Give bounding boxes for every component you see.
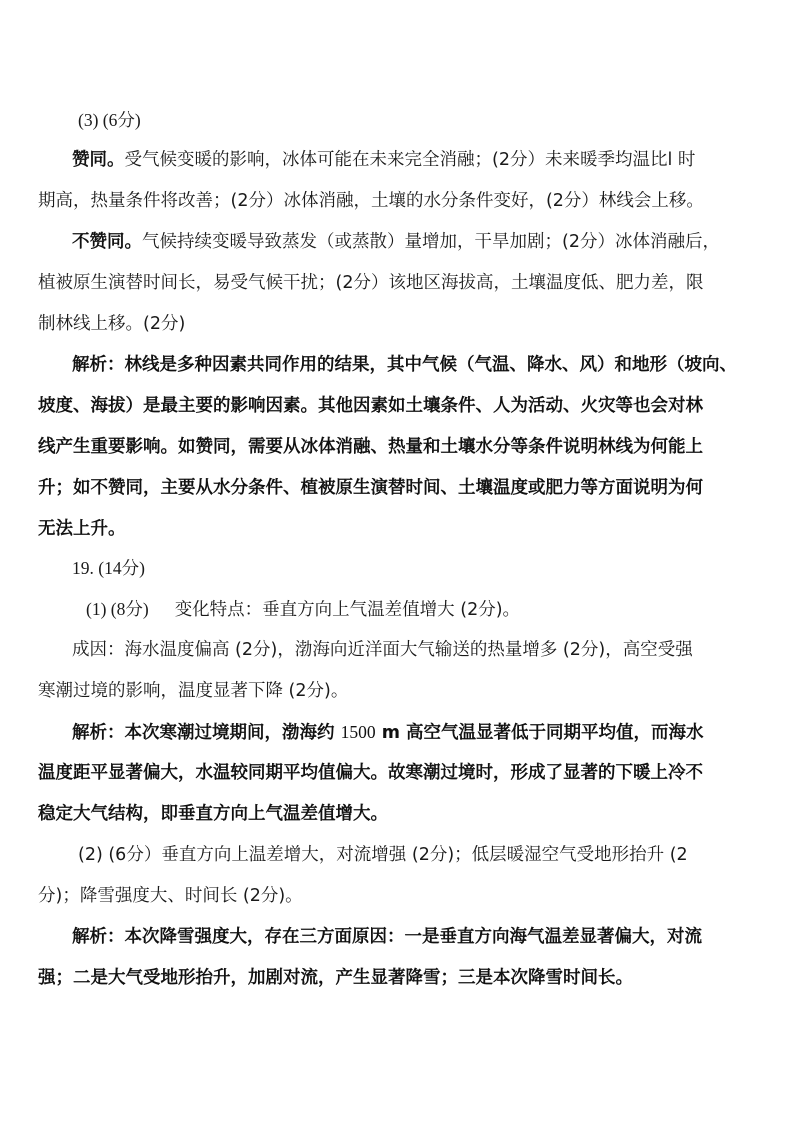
analysis19-1-line-3: 稳定大气结构，即垂直方向上气温差值增大。 — [38, 804, 388, 824]
q19-part2-line-2: 分)；降雪强度大、时间长 (2分)。 — [38, 886, 303, 906]
analysis19-2-line-2: 强；二是大气受地形抬升，加剧对流，产生显著降雪；三是本次降雪时间长。 — [38, 968, 633, 988]
q19-part1-line — [86, 597, 520, 622]
analysis19-1-before: 解析：本次寒潮过境期间，渤海约 — [72, 723, 335, 743]
q18-part3-label: (3) (6分) — [78, 110, 141, 130]
q19-part2-line-1: (2) (6分）垂直方向上温差增大，对流增强 (2分)；低层暖湿空气受地形抬升 (2 — [78, 845, 688, 865]
analysis18-line-4: 升；如不赞同，主要从水分条件、植被原生演替时间、土壤温度或肥力等方面说明为何 — [38, 478, 703, 498]
analysis18-line-3: 线产生重要影响。如赞同，需要从冰体消融、热量和土壤水分等条件说明林线为何能上 — [38, 437, 703, 457]
altitude-unit: m — [381, 723, 400, 743]
cause-line-2: 寒潮过境的影响，温度显著下降 (2分)。 — [38, 681, 349, 701]
disagree-line-1 — [72, 230, 720, 254]
disagree-text-1: 气候持续变暖导致蒸发（或蒸散）量增加，干旱加剧；(2分）冰体消融后， — [142, 232, 720, 252]
agree-text-1: 受气候变暖的影响，冰体可能在未来完全消融；(2分）未来暖季均温比l 时 — [124, 150, 696, 170]
analysis19-1-line-1 — [72, 720, 704, 745]
altitude-value: 1500 — [340, 722, 376, 742]
analysis19-2-line-1: 解析：本次降雪强度大，存在三方面原因：一是垂直方向海气温差显著偏大，对流 — [72, 927, 702, 947]
agree-line-2: 期高，热量条件将改善；(2分）冰体消融，土壤的水分条件变好，(2分）林线会上移。 — [38, 191, 704, 211]
disagree-heading: 不赞同。 — [72, 232, 142, 252]
q19-label: 19. (14分) — [72, 558, 145, 578]
analysis18-line-2: 坡度、海拔）是最主要的影响因素。其他因素如土壤条件、人为活动、火灾等也会对林 — [38, 396, 703, 416]
q19-part1-label: (1) (8分) — [86, 599, 149, 619]
disagree-line-2: 植被原生演替时间长，易受气候干扰；(2分）该地区海拔高，土壤温度低、肥力差，限 — [38, 273, 704, 293]
analysis18-line-5: 无法上升。 — [38, 519, 126, 539]
disagree-line-3: 制林线上移。(2分) — [38, 314, 186, 334]
cause-line-1: 成因：海水温度偏高 (2分)，渤海向近洋面大气输送的热量增多 (2分)，高空受强 — [72, 640, 693, 660]
analysis18-line-1: 解析：林线是多种因素共同作用的结果，其中气候（气温、降水、风）和地形（坡向、 — [72, 355, 737, 375]
agree-line-1 — [72, 148, 695, 172]
analysis19-1-after: 高空气温显著低于同期平均值，而海水 — [406, 723, 704, 743]
analysis19-1-line-2: 温度距平显著偏大，水温较同期平均值偏大。故寒潮过境时，形成了显著的下暖上冷不 — [38, 763, 703, 783]
q19-part1-feature: 变化特点：垂直方向上气温差值增大 (2分)。 — [174, 600, 521, 620]
agree-heading: 赞同。 — [72, 150, 125, 170]
